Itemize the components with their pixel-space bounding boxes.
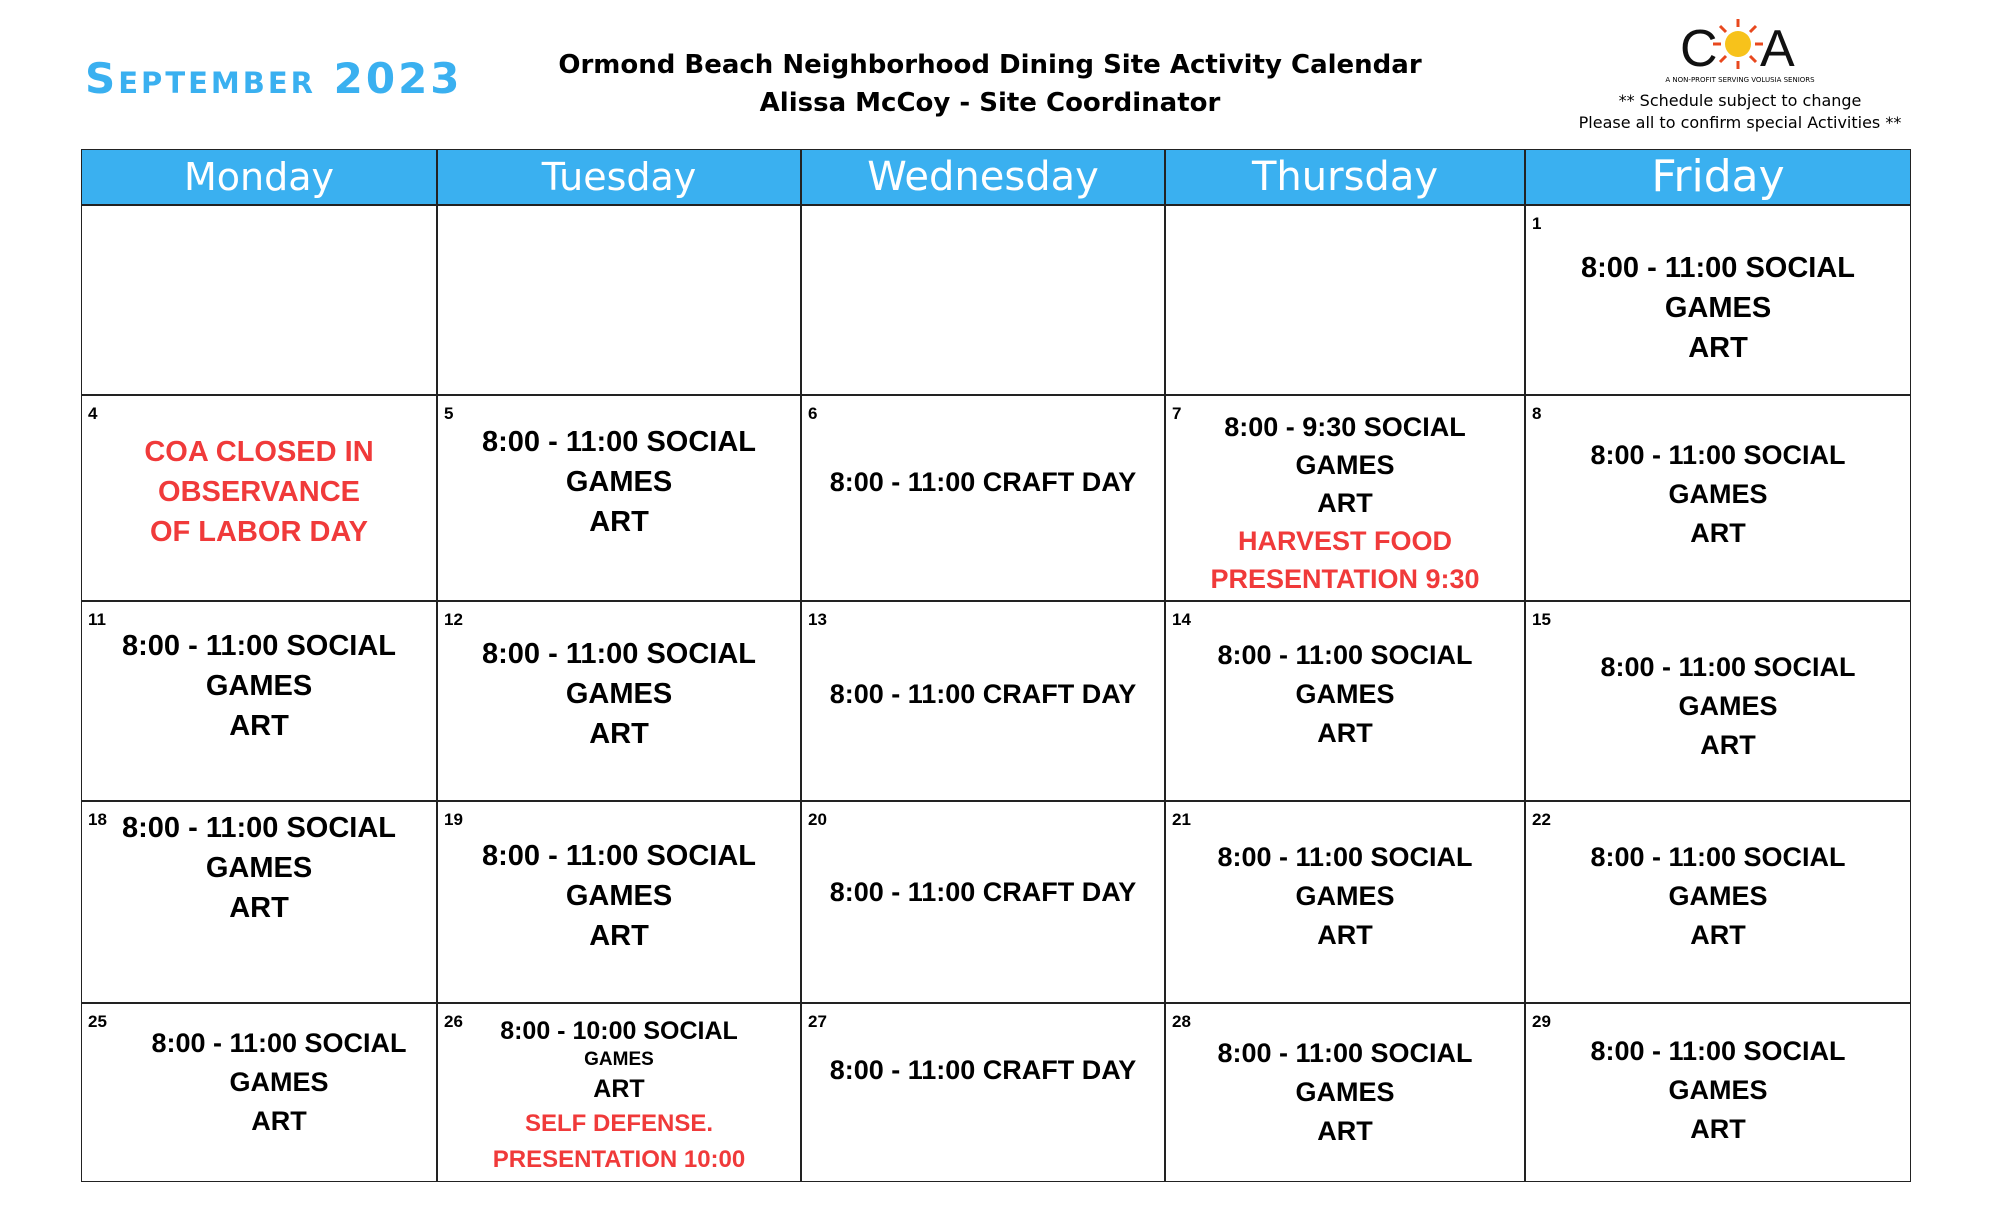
day-number: 19	[444, 810, 463, 829]
calendar-cell-sep-19	[437, 801, 801, 1003]
note-line-1: ** Schedule subject to change	[1618, 91, 1862, 110]
calendar-cell-empty	[801, 205, 1165, 395]
day-number: 5	[444, 404, 454, 423]
coa-logo	[1630, 14, 1850, 84]
event-text: 8:00 - 11:00 SOCIAL GAMES ART	[1590, 440, 1846, 548]
day-number: 14	[1172, 610, 1191, 629]
calendar-cell-sep-1	[1525, 205, 1911, 395]
page-title	[520, 46, 1460, 122]
title-line-1: Ormond Beach Neighborhood Dining Site Activity Calendar	[558, 50, 1422, 80]
logo-tagline: A NON-PROFIT SERVING VOLUSIA SENIORS	[1665, 76, 1815, 84]
calendar-grid	[81, 149, 1911, 1182]
calendar-cell-sep-5	[437, 395, 801, 601]
calendar-cell-sep-20	[801, 801, 1165, 1003]
day-number: 13	[808, 610, 827, 629]
calendar-cell-sep-12	[437, 601, 801, 801]
calendar-cell-sep-15	[1525, 601, 1911, 801]
weekday-header-friday: Friday	[1525, 149, 1911, 205]
day-number: 8	[1532, 404, 1542, 423]
calendar-cell-sep-27	[801, 1003, 1165, 1182]
day-number: 29	[1532, 1012, 1551, 1031]
weekday-header-tuesday: Tuesday	[437, 149, 801, 205]
calendar-cell-sep-7	[1165, 395, 1525, 601]
calendar-cell-sep-4	[81, 395, 437, 601]
event-text: 8:00 - 11:00 SOCIAL GAMES ART	[122, 812, 396, 924]
event-text: 8:00 - 11:00 SOCIAL GAMES ART	[482, 426, 756, 538]
day-number: 12	[444, 610, 463, 629]
day-number: 1	[1532, 214, 1542, 233]
day-number: 20	[808, 810, 827, 829]
calendar-cell-sep-28	[1165, 1003, 1525, 1182]
calendar-cell-sep-29	[1525, 1003, 1911, 1182]
event-text: 8:00 - 11:00 CRAFT DAY	[829, 877, 1137, 907]
calendar-cell-sep-6	[801, 395, 1165, 601]
event-text: 8:00 - 11:00 SOCIAL GAMES ART	[1590, 842, 1846, 950]
calendar-cell-sep-14	[1165, 601, 1525, 801]
weekday-header-wednesday: Wednesday	[801, 149, 1165, 205]
calendar-cell-empty	[437, 205, 801, 395]
calendar-cell-sep-8	[1525, 395, 1911, 601]
day-number: 4	[88, 404, 98, 423]
calendar-cell-sep-21	[1165, 801, 1525, 1003]
event-text: 8:00 - 11:00 SOCIAL GAMES ART	[1217, 842, 1473, 950]
event-text: 8:00 - 9:30 SOCIAL GAMES ART HARVEST FOOD PRESENTATION 9:30	[1210, 412, 1480, 594]
svg-text:C: C	[1680, 20, 1718, 78]
day-number: 11	[88, 610, 106, 629]
month-title: September 2023	[85, 54, 463, 103]
day-number: 22	[1532, 810, 1551, 829]
schedule-note	[1530, 90, 1950, 134]
event-text: 8:00 - 11:00 CRAFT DAY	[829, 467, 1137, 497]
event-text: 8:00 - 10:00 SOCIAL GAMES ART SELF DEFENSE. PRESENTATION 10:00	[492, 1017, 746, 1173]
calendar-cell-sep-18	[81, 801, 437, 1003]
event-text: 8:00 - 11:00 SOCIAL GAMES ART	[1217, 1038, 1473, 1146]
day-number: 7	[1172, 404, 1182, 423]
day-number: 26	[444, 1012, 463, 1031]
svg-text:A: A	[1760, 20, 1795, 78]
event-text: 8:00 - 11:00 SOCIAL GAMES ART	[1581, 252, 1855, 364]
calendar-cell-sep-11	[81, 601, 437, 801]
event-text: 8:00 - 11:00 SOCIAL GAMES ART	[482, 638, 756, 750]
day-number: 6	[808, 404, 818, 423]
event-text: 8:00 - 11:00 SOCIAL GAMES ART	[1217, 640, 1473, 748]
event-text: 8:00 - 11:00 CRAFT DAY	[829, 1055, 1137, 1085]
calendar-cell-empty	[1165, 205, 1525, 395]
day-number: 27	[808, 1012, 827, 1031]
sun-icon	[1713, 19, 1763, 69]
calendar-cell-sep-25	[81, 1003, 437, 1182]
event-text: 8:00 - 11:00 SOCIAL GAMES ART	[482, 840, 756, 952]
calendar-cell-sep-26	[437, 1003, 801, 1182]
weekday-header-thursday: Thursday	[1165, 149, 1525, 205]
event-text: 8:00 - 11:00 SOCIAL GAMES ART	[151, 1028, 407, 1136]
event-text: 8:00 - 11:00 SOCIAL GAMES ART	[1600, 652, 1856, 760]
calendar-cell-empty	[81, 205, 437, 395]
day-number: 15	[1532, 610, 1551, 629]
weekday-header-monday: Monday	[81, 149, 437, 205]
note-line-2: Please all to confirm special Activities **	[1578, 113, 1902, 132]
day-number: 28	[1172, 1012, 1191, 1031]
event-text: 8:00 - 11:00 CRAFT DAY	[829, 679, 1137, 709]
day-number: 18	[88, 810, 107, 829]
closure-notice: COA CLOSED IN OBSERVANCE OF LABOR DAY	[144, 436, 374, 548]
event-text: 8:00 - 11:00 SOCIAL GAMES ART	[1590, 1036, 1846, 1144]
event-text: 8:00 - 11:00 SOCIAL GAMES ART	[122, 630, 396, 742]
title-line-2: Alissa McCoy - Site Coordinator	[759, 88, 1221, 118]
day-number: 25	[88, 1012, 107, 1031]
day-number: 21	[1172, 810, 1191, 829]
calendar-cell-sep-22	[1525, 801, 1911, 1003]
calendar-cell-sep-13	[801, 601, 1165, 801]
